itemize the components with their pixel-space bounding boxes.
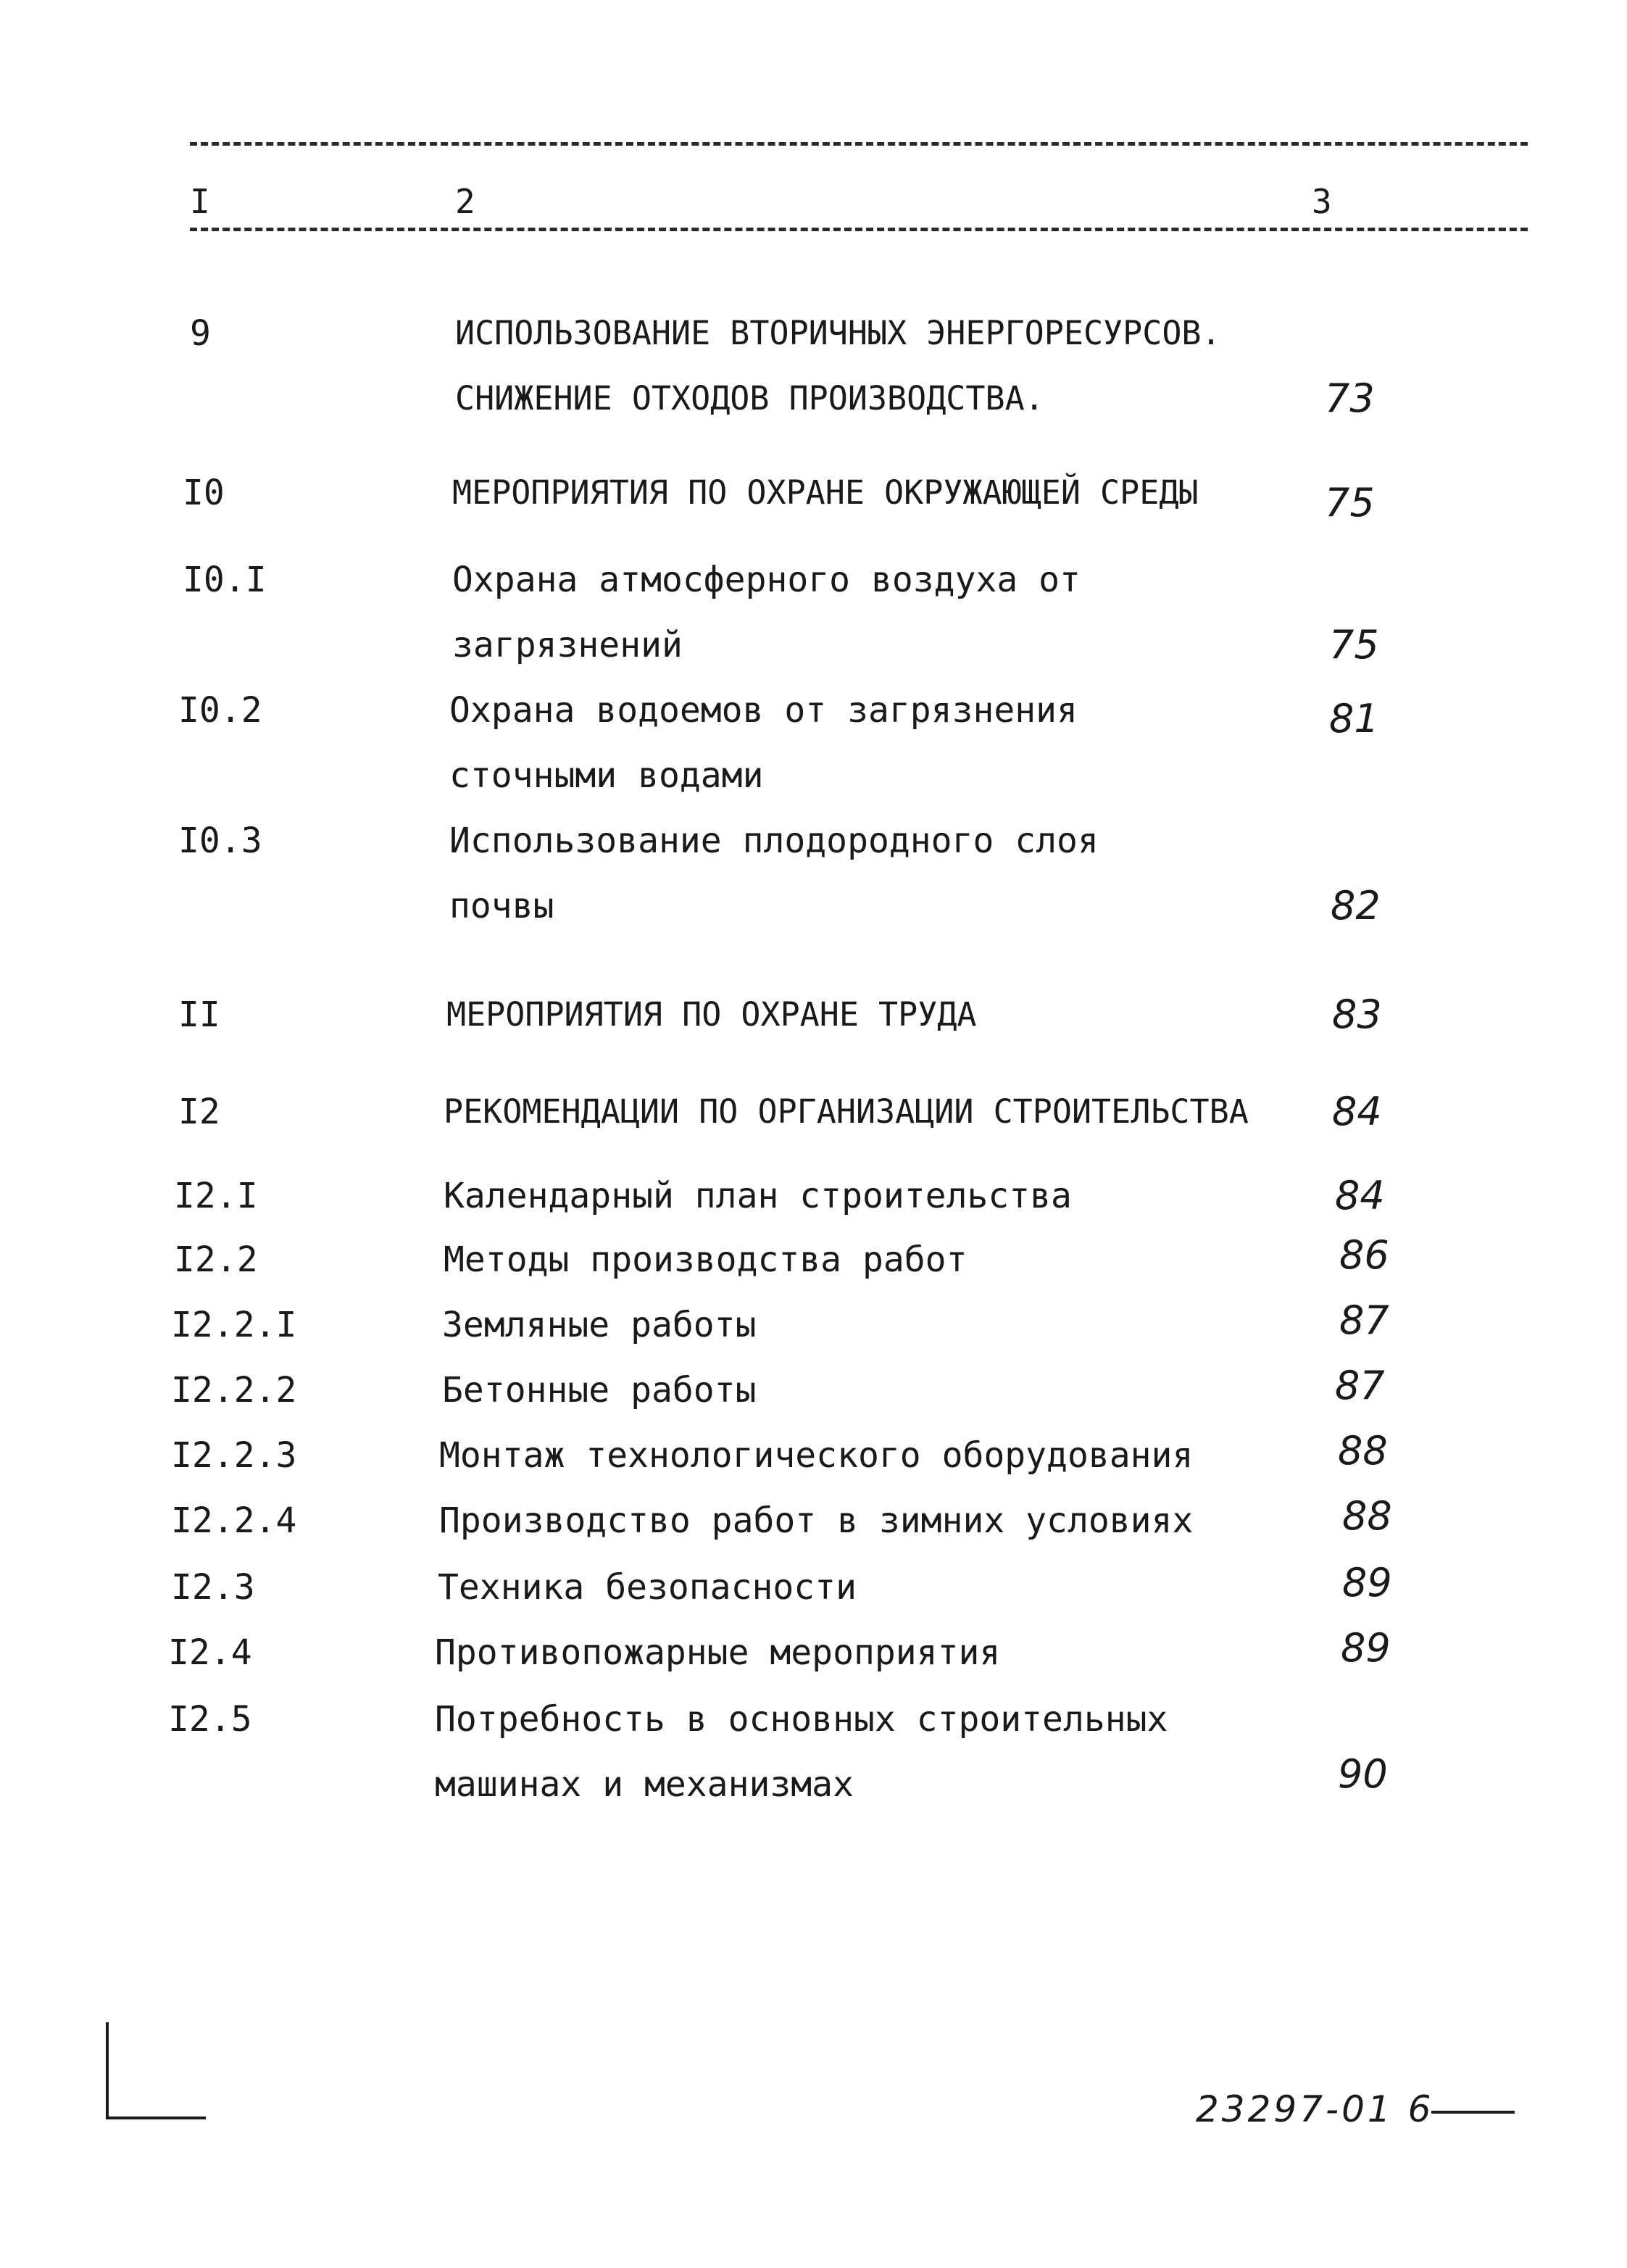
toc-page-number: 87 <box>1335 1363 1385 1408</box>
toc-title-line: Техника безопасности <box>438 1567 857 1608</box>
toc-title-line: Земляные работы <box>442 1305 757 1345</box>
toc-section-number: I2.5 <box>168 1699 252 1740</box>
toc-section-number: I2.3 <box>171 1567 255 1608</box>
toc-section-number: 9 <box>190 313 211 354</box>
toc-title-line: Монтаж технологического оборудования <box>439 1435 1194 1476</box>
toc-title-line: РЕКОМЕНДАЦИИ ПО ОРГАНИЗАЦИИ СТРОИТЕЛЬСТВА <box>444 1092 1249 1131</box>
toc-title-line: сточными водами <box>449 755 764 796</box>
toc-section-number: I0 <box>183 473 225 513</box>
toc-page-number: 75 <box>1329 622 1379 668</box>
toc-section-number: I0.3 <box>178 821 262 861</box>
toc-title-line: МЕРОПРИЯТИЯ ПО ОХРАНЕ ТРУДА <box>446 995 977 1034</box>
corner-margin-mark <box>106 2022 206 2119</box>
toc-section-number: I2 <box>178 1092 220 1132</box>
toc-page-number: 89 <box>1342 1560 1392 1606</box>
toc-section-number: I2.2.4 <box>171 1500 297 1541</box>
toc-section-number: I2.I <box>174 1176 258 1216</box>
toc-title-line: Охрана атмосферного воздуха от <box>452 560 1081 600</box>
toc-title-line: загрязнений <box>452 625 683 665</box>
toc-section-number: I2.4 <box>168 1632 252 1673</box>
toc-title-line: Методы производства работ <box>444 1239 968 1280</box>
toc-title-line: Производство работ в зимних условиях <box>439 1500 1194 1541</box>
toc-title-line: Календарный план строительства <box>444 1176 1072 1216</box>
toc-page-number: 84 <box>1332 1089 1382 1134</box>
toc-page-number: 84 <box>1335 1173 1385 1218</box>
footer-doc-code <box>1196 2088 1433 2131</box>
toc-section-number: II <box>178 994 220 1035</box>
toc-section-number: I0.2 <box>178 690 262 731</box>
toc-title-line: Охрана водоемов от загрязнения <box>449 690 1078 731</box>
toc-page-number: 87 <box>1339 1297 1389 1343</box>
toc-section-number: I2.2.2 <box>171 1370 297 1411</box>
toc-title-line: Противопожарные мероприятия <box>435 1632 1001 1673</box>
toc-page-number: 90 <box>1338 1751 1388 1797</box>
toc-page-number: 88 <box>1338 1428 1388 1474</box>
document-code: 23297-01 <box>1196 2088 1394 2130</box>
toc-section-number: I2.2.I <box>171 1305 297 1345</box>
toc-page-number: 89 <box>1341 1625 1391 1671</box>
toc-title-line: Бетонные работы <box>442 1370 757 1411</box>
toc-section-number: I2.2.3 <box>171 1435 297 1476</box>
toc-title-line: машинах и механизмах <box>435 1764 854 1805</box>
toc-page-number: 83 <box>1332 992 1382 1037</box>
toc-title-line: Использование плодородного слоя <box>449 821 1099 861</box>
toc-section-number: I2.2 <box>174 1239 258 1280</box>
toc-page-number: 88 <box>1342 1493 1392 1539</box>
toc-title-line: МЕРОПРИЯТИЯ ПО ОХРАНЕ ОКРУЖАЮЩЕЙ СРЕДЫ <box>452 473 1199 512</box>
toc-title-line: СНИЖЕНИЕ ОТХОДОВ ПРОИЗВОДСТВА. <box>455 379 1044 418</box>
column-header-2: 2 <box>455 182 475 221</box>
page-number: 6 <box>1407 2088 1434 2130</box>
footer-underline <box>1431 2111 1515 2114</box>
toc-title-line: почвы <box>449 886 554 926</box>
column-header-1: I <box>190 182 210 221</box>
toc-section-number: I0.I <box>183 560 267 600</box>
toc-page-number: 82 <box>1331 883 1381 929</box>
toc-title-line: ИСПОЛЬЗОВАНИЕ ВТОРИЧНЫХ ЭНЕРГОРЕСУРСОВ. <box>455 314 1221 352</box>
toc-page-number: 73 <box>1325 375 1375 421</box>
column-header-3: 3 <box>1312 182 1332 221</box>
toc-page-number: 81 <box>1329 696 1379 742</box>
toc-title-line: Потребность в основных строительных <box>435 1699 1168 1740</box>
toc-page-number: 75 <box>1325 480 1375 526</box>
toc-page-number: 86 <box>1339 1232 1389 1278</box>
